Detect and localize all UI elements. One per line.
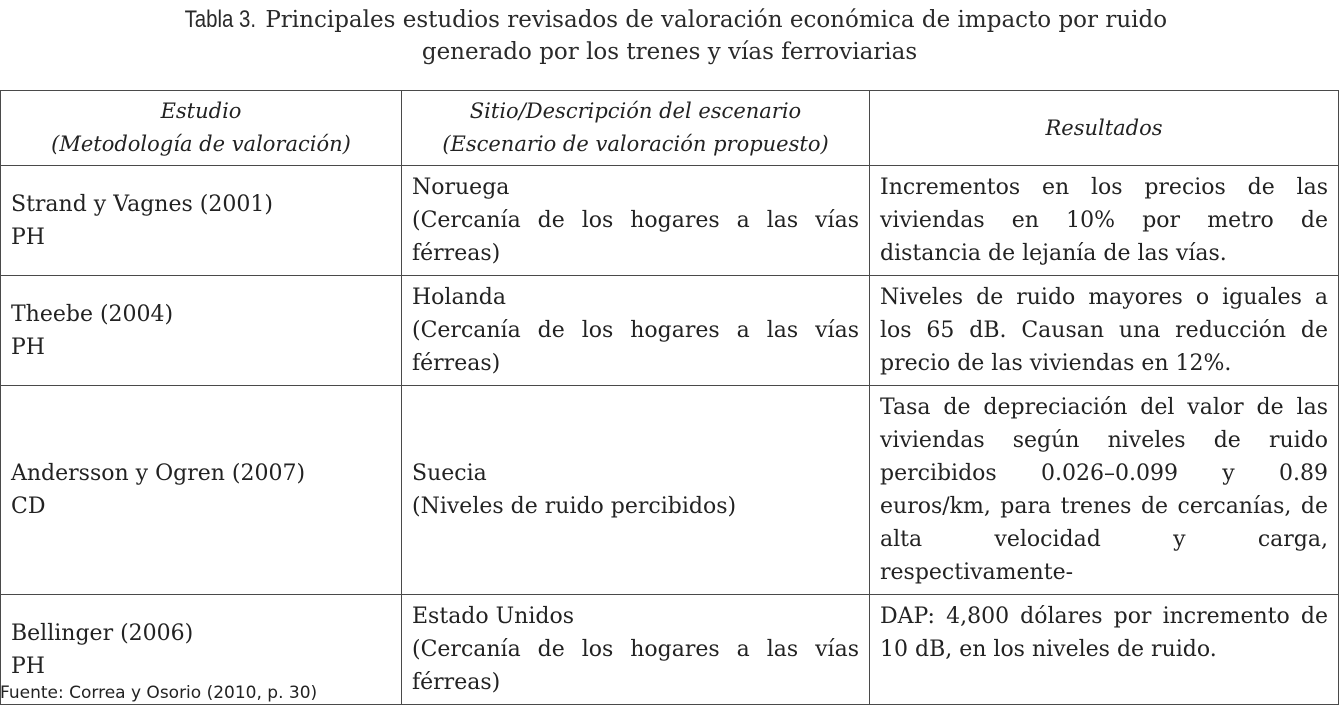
table-row	[1, 386, 1339, 595]
cell-results: Niveles de ruido mayores o iguales a los 65 dB. Causan una reducción de precio de las viviendas en 12%.	[870, 276, 1339, 386]
cell-study	[1, 166, 402, 276]
study-name: Andersson y Ogren (2007)	[11, 461, 306, 486]
study-method: CD	[11, 494, 46, 519]
study-method: PH	[11, 653, 45, 679]
header-results-title: Resultados	[1045, 115, 1163, 140]
table-source-note: Fuente: Correa y Osorio (2010, p. 30)	[0, 683, 318, 703]
header-study-title: Estudio	[160, 99, 242, 123]
site-name: Estado Unidos	[412, 604, 574, 629]
caption-line-1	[0, 4, 1339, 36]
site-name: Holanda	[412, 285, 506, 310]
table-header-row	[1, 91, 1339, 166]
header-study	[1, 91, 402, 166]
study-name: Theebe (2004)	[11, 301, 174, 327]
cell-results: Tasa de depreciación del valor de las viviendas según niveles de ruido percibidos 0.026–0.099 y 0.89 euros/km, para trenes de cercanías, de alta velocidad y carga, respectivamente-	[870, 386, 1339, 595]
cell-site	[402, 166, 870, 276]
study-name: Bellinger (2006)	[11, 620, 194, 646]
header-site-subtitle: (Escenario de valoración propuesto)	[442, 132, 829, 156]
site-name: Suecia	[412, 461, 487, 486]
table-row	[1, 166, 1339, 276]
table-caption	[0, 4, 1339, 68]
cell-study	[1, 276, 402, 386]
caption-title-part-1: Principales estudios revisados de valoración económica de impacto por ruido	[265, 7, 1168, 33]
studies-table	[0, 90, 1339, 705]
header-results	[870, 91, 1339, 166]
cell-site	[402, 386, 870, 595]
cell-results: Incrementos en los precios de las viviendas en 10% por metro de distancia de lejanía de las vías.	[870, 166, 1339, 276]
header-site	[402, 91, 870, 166]
table-row	[1, 276, 1339, 386]
study-name: Strand y Vagnes (2001)	[11, 191, 273, 217]
header-study-subtitle: (Metodología de valoración)	[51, 132, 351, 156]
site-name: Noruega	[412, 175, 510, 200]
site-scenario: (Cercanía de los hogares a las vías férreas)	[412, 208, 859, 266]
site-scenario: (Niveles de ruido percibidos)	[412, 494, 737, 519]
study-method: PH	[11, 334, 45, 360]
site-scenario: (Cercanía de los hogares a las vías férreas)	[412, 637, 859, 695]
cell-results: DAP: 4,800 dólares por incremento de 10 dB, en los niveles de ruido.	[870, 595, 1339, 705]
caption-title-part-2: generado por los trenes y vías ferroviarias	[421, 39, 918, 65]
cell-study	[1, 386, 402, 595]
cell-site	[402, 276, 870, 386]
study-method: PH	[11, 224, 45, 250]
header-site-title: Sitio/Descripción del escenario	[469, 99, 802, 123]
site-scenario: (Cercanía de los hogares a las vías férreas)	[412, 318, 859, 376]
caption-label: Tabla 3.	[184, 6, 256, 33]
cell-site	[402, 595, 870, 705]
